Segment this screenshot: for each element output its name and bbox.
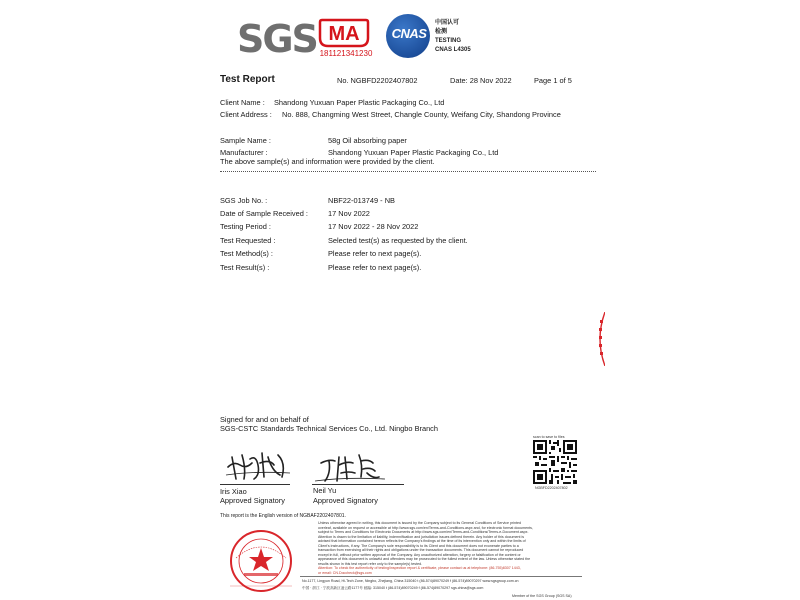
- report-title: Test Report: [220, 74, 275, 85]
- job-value-4: Selected test(s) as requested by the client.: [328, 236, 468, 245]
- job-label-5: Test Method(s) :: [220, 249, 273, 258]
- signature-iris-xiao: [224, 445, 294, 485]
- sig1-role: Approved Signatory: [220, 496, 285, 505]
- disclaimer-line-3: subject to Terms and Conditions for Electronic Documents at http://www.sgs.com/en/Terms-and-Conditions/Terms-e-Document.aspx.: [318, 530, 529, 534]
- sig1-name: Iris Xiao: [220, 487, 247, 496]
- client-address-label: Client Address :: [220, 110, 272, 119]
- job-label-1: SGS Job No. :: [220, 196, 268, 205]
- qr-id: NGBFD2202407802: [535, 486, 568, 490]
- signature-neil-yu: [315, 447, 385, 487]
- sig1-line: [220, 484, 290, 485]
- sgs-logo: SGS: [237, 17, 317, 61]
- qr-caption: scan to save to files: [533, 435, 565, 439]
- sig2-line: [312, 484, 404, 485]
- cnas-side-line-3: TESTING: [435, 38, 462, 44]
- client-name: Shandong Yuxuan Paper Plastic Packaging Co., Ltd: [274, 98, 445, 107]
- attention-line-2: or email: CN.Doccheck@sgs.com: [318, 570, 372, 575]
- job-value-2: 17 Nov 2022: [328, 209, 370, 218]
- cnas-side-line-4: CNAS L4305: [435, 47, 471, 53]
- disclaimer-line-8: except in full, without prior written approval of the Company. Any unauthorized alteration, forgery or falsification of the content or: [318, 552, 521, 557]
- footer-rule: [300, 576, 582, 577]
- job-label-3: Testing Period :: [220, 222, 271, 231]
- report-number: No. NGBFD2202407802: [337, 76, 418, 85]
- divider: [220, 171, 596, 172]
- attention-line-1: Attention: To check the authenticity of testing/inspection report & certificate, please contact us at telephone: (86-755)8307 1443,: [318, 566, 521, 570]
- client-name-label: Client Name :: [220, 98, 265, 107]
- client-address: No. 888, Changming West Street, Changle County, Weifang City, Shandong Province: [282, 110, 561, 119]
- report-date: Date: 28 Nov 2022: [450, 76, 512, 85]
- signoff-line-2: SGS-CSTC Standards Technical Services Co., Ltd. Ningbo Branch: [220, 424, 438, 433]
- cnas-side-line-1: 中国认可: [435, 20, 460, 26]
- sample-name: 58g Oil absorbing paper: [328, 136, 407, 145]
- report-page: Page 1 of 5: [534, 76, 572, 85]
- disclaimer-line-5: advised that information contained hereon reflects the Company's findings at the time of its intervention only and within the limits of: [318, 539, 526, 543]
- disclaimer-line-4: Attention is drawn to the limitation of liability, indemnification and jurisdiction issues defined therein. Any holder of this document is: [318, 534, 525, 539]
- disclaimer-line-9: appearance of this document is unlawful and offenders may be prosecuted to the fullest extent of the law. Unless otherwise stated the: [318, 557, 531, 561]
- footer-address-cn: 中国 · 浙江 · 宁波高新区凌云路1177号 邮编: 315040 t (86-574)89070249 f (86-574)89070297 sgs.china@sgs.com: [302, 586, 484, 590]
- job-value-5: Please refer to next page(s).: [328, 249, 422, 258]
- cma-logo: [318, 18, 370, 48]
- manufacturer-label: Manufacturer :: [220, 148, 268, 157]
- cma-logo-text: MA: [328, 23, 360, 45]
- sample-note: The above sample(s) and information were provided by the client.: [220, 157, 435, 166]
- disclaimer-line-1: Unless otherwise agreed in writing, this document is issued by the Company subject to its General Conditions of Service printed: [318, 521, 521, 525]
- job-value-3: 17 Nov 2022 - 28 Nov 2022: [328, 222, 419, 231]
- disclaimer-line-10: results shown in this test report refer only to the sample(s) tested.: [318, 561, 423, 566]
- job-label-4: Test Requested :: [220, 236, 276, 245]
- partial-seal-mark: [595, 312, 605, 366]
- cnas-logo: CNAS: [391, 26, 427, 41]
- job-label-6: Test Result(s) :: [220, 263, 270, 272]
- cnas-side-line-2: 检测: [435, 29, 448, 35]
- job-value-6: Please refer to next page(s).: [328, 263, 422, 272]
- sig2-name: Neil Yu: [313, 486, 337, 495]
- manufacturer: Shandong Yuxuan Paper Plastic Packaging Co., Ltd: [328, 148, 499, 157]
- footer-member: Member of the SGS Group (SGS SA): [512, 594, 572, 598]
- footer-address-en: No.1177, Lingyun Road, Hi-Tech Zone, Ningbo, Zhejiang, China 315040 t (86-574)89070249 f (86-574)89070297 www.sgsgroup.com.cn: [302, 579, 519, 583]
- sig2-role: Approved Signatory: [313, 496, 378, 505]
- job-label-2: Date of Sample Received :: [220, 209, 308, 218]
- cma-number: 181121341230: [319, 49, 373, 58]
- disclaimer-line-2: overleaf, available on request or accessible at http://www.sgs.com/en/Terms-and-Conditions.aspx and, for electronic format documents,: [318, 525, 533, 530]
- job-value-1: NBF22-013749 - NB: [328, 196, 395, 205]
- qr-code[interactable]: [533, 440, 577, 484]
- english-version-note: This report is the English version of NGBAF2202407801.: [220, 513, 346, 519]
- sample-name-label: Sample Name :: [220, 136, 271, 145]
- signoff-line-1: Signed for and on behalf of: [220, 415, 309, 424]
- disclaimer-line-7: transaction from exercising all their rights and obligations under the transaction documents. This document cannot be reproduced: [318, 548, 524, 552]
- official-seal: [222, 528, 300, 594]
- disclaimer-line-6: Client's instructions, if any. The Company's sole responsibility is to its Client and this document does not exonerate parties to a: [318, 543, 519, 548]
